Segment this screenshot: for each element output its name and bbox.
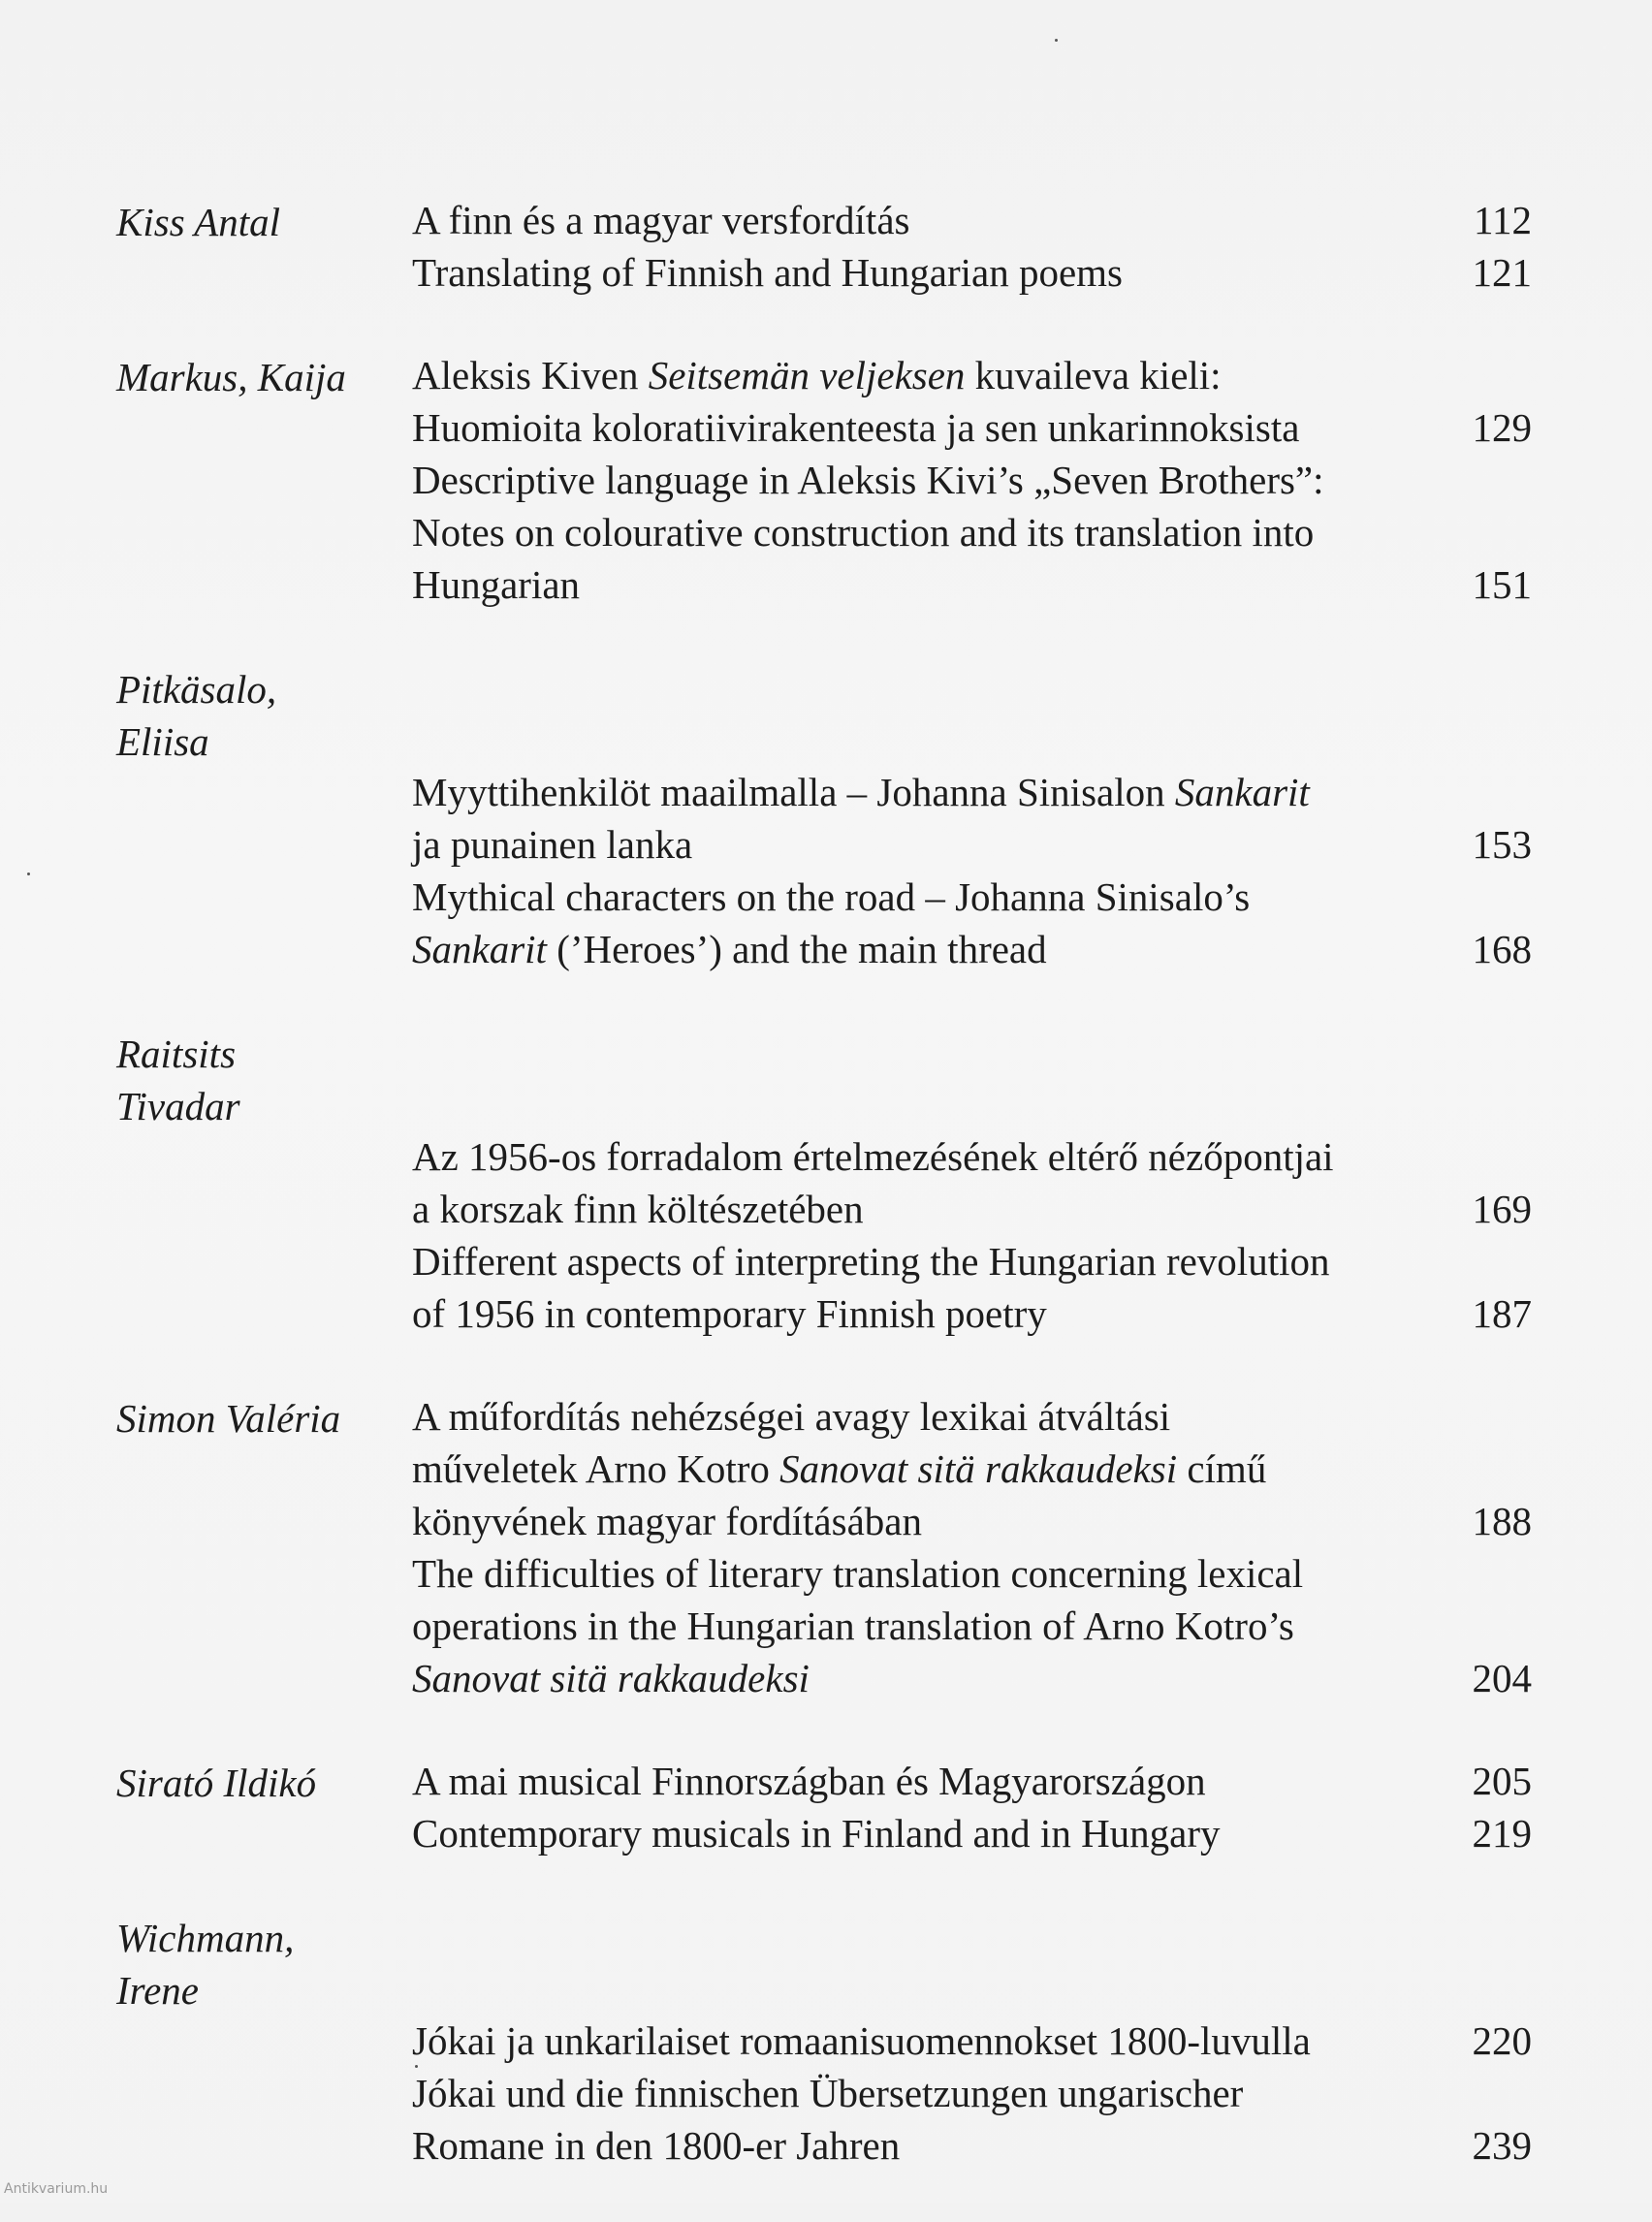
title-italic-segment: Sanovat sitä rakkaudeksi bbox=[779, 1446, 1178, 1491]
toc-item bbox=[412, 246, 1532, 299]
title-segment: kuvaileva kieli: bbox=[965, 353, 1222, 397]
toc-item bbox=[412, 194, 1532, 246]
title-segment: A műfordítás nehézségei avagy lexikai átváltási bbox=[412, 1394, 1171, 1439]
title-segment: Different aspects of interpreting the Hungarian revolution bbox=[412, 1239, 1330, 1284]
page-number: 205 bbox=[1472, 1759, 1532, 1803]
toc-item bbox=[412, 1130, 1532, 1235]
title-line bbox=[412, 766, 1415, 818]
entry-items bbox=[412, 1910, 1532, 2172]
table-of-contents bbox=[116, 194, 1590, 2222]
page-number: 220 bbox=[1472, 2018, 1532, 2063]
dust-speck bbox=[1055, 39, 1058, 42]
title-segment: Huomioita koloratiivirakenteesta ja sen unkarinnoksista bbox=[412, 405, 1300, 450]
title-line bbox=[412, 1130, 1415, 1183]
author-name bbox=[116, 1910, 412, 2172]
title-line bbox=[412, 1547, 1415, 1600]
title-line bbox=[412, 401, 1415, 454]
item-title bbox=[412, 1130, 1415, 1235]
toc-entry bbox=[116, 349, 1590, 611]
dust-speck bbox=[415, 2065, 418, 2068]
author-line: Sirató Ildikó bbox=[116, 1761, 317, 1805]
author-name bbox=[116, 1390, 412, 1704]
page-number: 188 bbox=[1472, 1499, 1532, 1543]
title-segment: Translating of Finnish and Hungarian poems bbox=[412, 250, 1124, 295]
title-segment: A finn és a magyar versfordítás bbox=[412, 198, 910, 242]
title-line bbox=[412, 923, 1415, 975]
author-line: Wichmann, bbox=[116, 1916, 295, 1960]
toc-item bbox=[412, 2015, 1532, 2067]
title-line bbox=[412, 1390, 1415, 1443]
title-line bbox=[412, 1235, 1415, 1287]
author-name bbox=[116, 661, 412, 975]
item-title bbox=[412, 871, 1415, 975]
title-segment: a korszak finn költészetében bbox=[412, 1187, 864, 1231]
title-segment: Notes on colourative construction and its translation into bbox=[412, 510, 1315, 555]
item-title bbox=[412, 194, 1415, 246]
page-number: 153 bbox=[1472, 822, 1532, 867]
title-italic-segment: Sankarit bbox=[1174, 770, 1310, 814]
title-segment: műveletek Arno Kotro bbox=[412, 1446, 780, 1491]
author-line: Simon Valéria bbox=[116, 1396, 341, 1441]
title-segment: Myyttihenkilöt maailmalla – Johanna Sinisalon bbox=[412, 770, 1175, 814]
page-number: 169 bbox=[1472, 1187, 1532, 1231]
title-line bbox=[412, 1443, 1415, 1495]
title-line bbox=[412, 1495, 1415, 1547]
dust-speck bbox=[27, 873, 30, 875]
toc-entry bbox=[116, 1026, 1590, 1340]
item-title bbox=[412, 1755, 1415, 1807]
author-line: Markus, Kaija bbox=[116, 355, 346, 399]
entry-items bbox=[412, 349, 1532, 611]
title-line bbox=[412, 246, 1415, 299]
toc-item bbox=[412, 1390, 1532, 1547]
page-number: 187 bbox=[1472, 1291, 1532, 1336]
author-line: Pitkäsalo, bbox=[116, 667, 277, 712]
toc-item bbox=[412, 349, 1532, 454]
title-segment: (’Heroes’) and the main thread bbox=[546, 927, 1047, 971]
toc-entry bbox=[116, 661, 1590, 975]
page-number: 204 bbox=[1472, 1656, 1532, 1700]
title-segment: of 1956 in contemporary Finnish poetry bbox=[412, 1291, 1047, 1336]
toc-item bbox=[412, 1755, 1532, 1807]
toc-item bbox=[412, 1807, 1532, 1859]
page-number: 129 bbox=[1472, 405, 1532, 450]
title-segment: Jókai ja unkarilaiset romaanisuomennokset 1800-luvulla bbox=[412, 2018, 1311, 2063]
title-line bbox=[412, 1807, 1415, 1859]
toc-entry bbox=[116, 1755, 1590, 1859]
page-number: 219 bbox=[1472, 1811, 1532, 1856]
title-line bbox=[412, 2067, 1415, 2119]
author-name bbox=[116, 1755, 412, 1859]
title-segment: Contemporary musicals in Finland and in Hungary bbox=[412, 1811, 1221, 1856]
author-line: Tivadar bbox=[116, 1084, 240, 1128]
entry-items bbox=[412, 1390, 1532, 1704]
title-italic-segment: Seitsemän veljeksen bbox=[648, 353, 966, 397]
item-title bbox=[412, 1807, 1415, 1859]
item-title bbox=[412, 1235, 1415, 1340]
title-line bbox=[412, 1652, 1415, 1704]
toc-item bbox=[412, 454, 1532, 611]
title-line bbox=[412, 1755, 1415, 1807]
toc-item bbox=[412, 871, 1532, 975]
toc-item bbox=[412, 1547, 1532, 1704]
item-title bbox=[412, 2015, 1415, 2067]
author-line: Raitsits bbox=[116, 1032, 237, 1076]
toc-entry bbox=[116, 1910, 1590, 2172]
title-line bbox=[412, 194, 1415, 246]
item-title bbox=[412, 246, 1415, 299]
title-line bbox=[412, 454, 1415, 506]
title-segment: A mai musical Finnországban és Magyarországon bbox=[412, 1759, 1206, 1803]
item-title bbox=[412, 349, 1415, 454]
title-line bbox=[412, 558, 1415, 611]
author-name bbox=[116, 349, 412, 611]
item-title bbox=[412, 2067, 1415, 2172]
page-number: 239 bbox=[1472, 2123, 1532, 2168]
title-segment: könyvének magyar fordításában bbox=[412, 1499, 922, 1543]
watermark: Antikvarium.hu bbox=[4, 2181, 109, 2197]
item-title bbox=[412, 1390, 1415, 1547]
title-segment: Az 1956-os forradalom értelmezésének eltérő nézőpontjai bbox=[412, 1134, 1334, 1179]
page-number: 151 bbox=[1472, 562, 1532, 607]
toc-entry bbox=[116, 194, 1590, 299]
item-title bbox=[412, 1547, 1415, 1704]
title-line bbox=[412, 818, 1415, 871]
title-line bbox=[412, 871, 1415, 923]
toc-item bbox=[412, 766, 1532, 871]
entry-items bbox=[412, 1026, 1532, 1340]
entry-items bbox=[412, 661, 1532, 975]
author-name bbox=[116, 1026, 412, 1340]
author-line: Kiss Antal bbox=[116, 200, 280, 244]
item-title bbox=[412, 454, 1415, 611]
title-segment: Jókai und die finnischen Übersetzungen ungarischer bbox=[412, 2071, 1244, 2115]
title-segment: Aleksis Kiven bbox=[412, 353, 649, 397]
entry-items bbox=[412, 194, 1532, 299]
title-line bbox=[412, 1600, 1415, 1652]
title-line bbox=[412, 2119, 1415, 2172]
item-title bbox=[412, 766, 1415, 871]
page-number: 112 bbox=[1474, 198, 1532, 242]
toc-item bbox=[412, 1235, 1532, 1340]
author-name bbox=[116, 194, 412, 299]
title-segment: Descriptive language in Aleksis Kivi’s „Seven Brothers”: bbox=[412, 458, 1324, 502]
title-segment: Mythical characters on the road – Johanna Sinisalo’s bbox=[412, 874, 1251, 919]
toc-entry bbox=[116, 1390, 1590, 1704]
author-line: Eliisa bbox=[116, 719, 209, 764]
title-line bbox=[412, 349, 1415, 401]
page-number: 168 bbox=[1472, 927, 1532, 971]
title-italic-segment: Sanovat sitä rakkaudeksi bbox=[412, 1656, 810, 1700]
title-segment: operations in the Hungarian translation of Arno Kotro’s bbox=[412, 1603, 1294, 1648]
title-line bbox=[412, 2015, 1415, 2067]
title-line bbox=[412, 506, 1415, 558]
entry-items bbox=[412, 1755, 1532, 1859]
toc-item bbox=[412, 2067, 1532, 2172]
page-number: 121 bbox=[1472, 250, 1532, 295]
title-segment: ja punainen lanka bbox=[412, 822, 693, 867]
title-segment: című bbox=[1177, 1446, 1267, 1491]
title-segment: Hungarian bbox=[412, 562, 581, 607]
title-italic-segment: Sankarit bbox=[412, 927, 547, 971]
title-segment: The difficulties of literary translation concerning lexical bbox=[412, 1551, 1304, 1596]
title-segment: Romane in den 1800-er Jahren bbox=[412, 2123, 901, 2168]
author-line: Irene bbox=[116, 1968, 199, 2013]
title-line bbox=[412, 1183, 1415, 1235]
title-line bbox=[412, 1287, 1415, 1340]
